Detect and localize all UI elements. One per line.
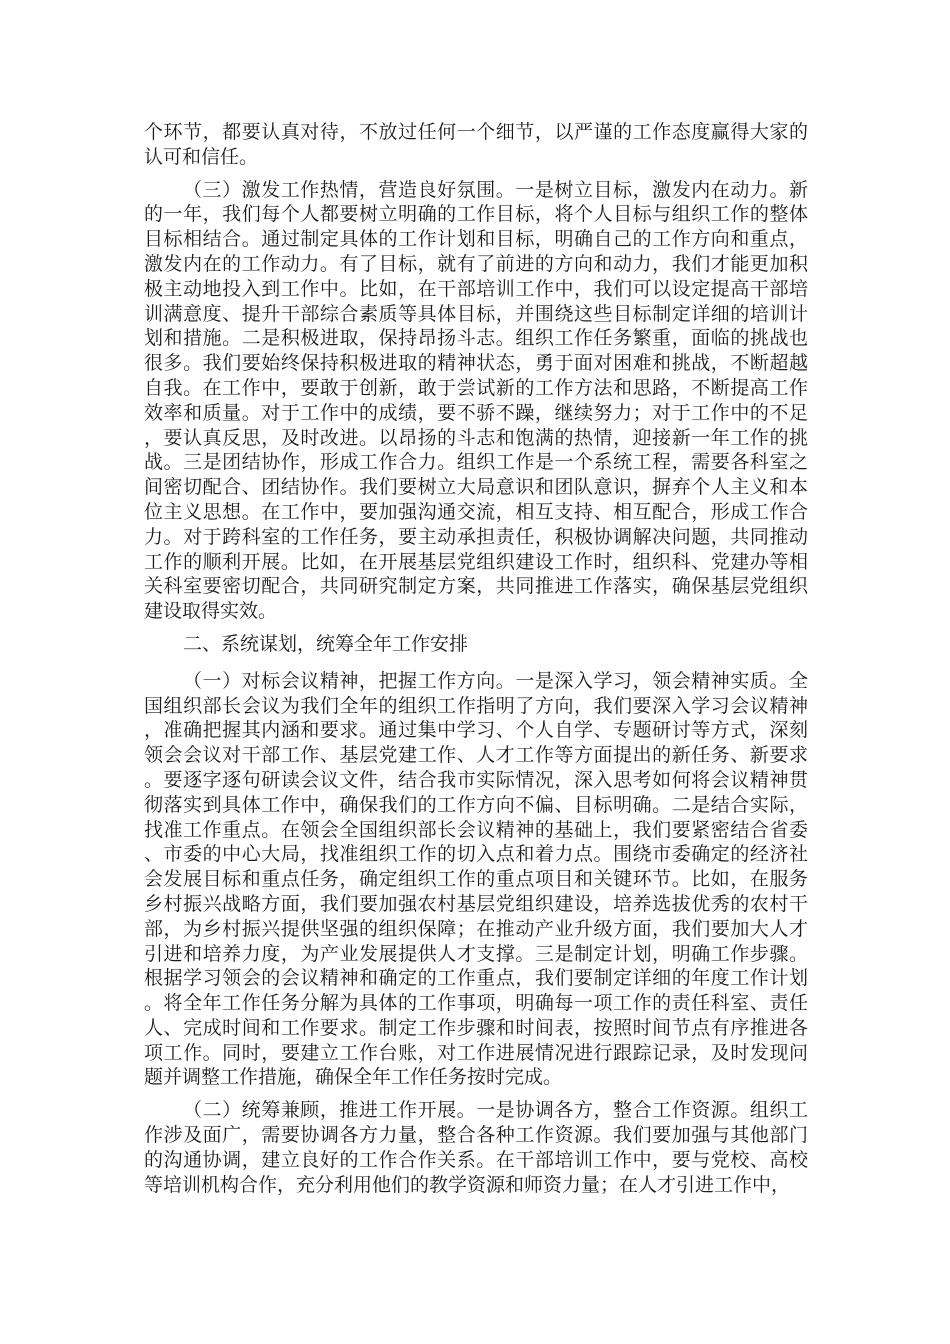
- paragraph-subsection-1-meeting-spirit: （一）对标会议精神，把握工作方向。一是深入学习，领会精神实质。全国组织部长会议为我们全年的组织工作指明了方向，我们要深入学习会议精神，准确把握其内涵和要求。通过集中学习、个人自学、专题研讨等方式，深刻领会会议对干部工作、基层党建工作、人才工作等方面提出的新任务、新要求。要逐字逐句研读会议文件，结合我市实际情况，深入思考如何将会议精神贯彻落实到具体工作中，确保我们的工作方向不偏、目标明确。二是结合实际，找准工作重点。在领会全国组织部长会议精神的基础上，我们要紧密结合省委、市委的中心大局，找准组织工作的切入点和着力点。围绕市委确定的经济社会发展目标和重点任务，确定组织工作的重点项目和关键环节。比如，在服务乡村振兴战略方面，我们要加强农村基层党组织建设，培养选拔优秀的农村干部，为乡村振兴提供坚强的组织保障；在推动产业升级方面，我们要加大人才引进和培养力度，为产业发展提供人才支撑。三是制定计划，明确工作步骤。根据学习领会的会议精神和确定的工作重点，我们要制定详细的年度工作计划。将全年工作任务分解为具体的工作事项，明确每一项工作的责任科室、责任人、完成时间和工作要求。制定工作步骤和时间表，按照时间节点有序推进各项工作。同时，要建立工作台账，对工作进展情况进行跟踪记录，及时发现问题并调整工作措施，确保全年工作任务按时完成。: [144, 669, 808, 1089]
- paragraph-section-3-motivation: （三）激发工作热情，营造良好氛围。一是树立目标，激发内在动力。新的一年，我们每个人都要树立明确的工作目标，将个人目标与组织工作的整体目标相结合。通过制定具体的工作计划和目标，明确自己的工作方向和重点，激发内在的工作动力。有了目标，就有了前进的方向和动力，我们才能更加积极主动地投入到工作中。比如，在干部培训工作中，我们可以设定提高干部培训满意度、提升干部综合素质等具体目标，并围绕这些目标制定详细的培训计划和措施。二是积极进取，保持昂扬斗志。组织工作任务繁重，面临的挑战也很多。我们要始终保持积极进取的精神状态，勇于面对困难和挑战，不断超越自我。在工作中，要敢于创新，敢于尝试新的工作方法和思路，不断提高工作效率和质量。对于工作中的成绩，要不骄不躁，继续努力；对于工作中的不足，要认真反思，及时改进。以昂扬的斗志和饱满的热情，迎接新一年工作的挑战。三是团结协作，形成工作合力。组织工作是一个系统工程，需要各科室之间密切配合、团结协作。我们要树立大局意识和团队意识，摒弃个人主义和本位主义思想。在工作中，要加强沟通交流，相互支持、相互配合，形成工作合力。对于跨科室的工作任务，要主动承担责任，积极协调解决问题，共同推动工作的顺利开展。比如，在开展基层党组织建设工作时，组织科、党建办等相关科室要密切配合，共同研究制定方案，共同推进工作落实，确保基层党组织建设取得实效。: [144, 178, 808, 623]
- document-page: [144, 120, 808, 1205]
- paragraph-continuation: 个环节，都要认真对待，不放过任何一个细节，以严谨的工作态度赢得大家的认可和信任。: [144, 121, 808, 168]
- section-heading-2: 二、系统谋划，统筹全年工作安排: [183, 632, 469, 655]
- paragraph-subsection-2-coordination: （二）统筹兼顾，推进工作开展。一是协调各方，整合工作资源。组织工作涉及面广，需要协调各方力量，整合各种工作资源。我们要加强与其他部门的沟通协调，建立良好的工作合作关系。在干部培训工作中，要与党校、高校等培训机构合作，充分利用他们的教学资源和师资力量；在人才引进工作中，: [144, 1099, 808, 1196]
